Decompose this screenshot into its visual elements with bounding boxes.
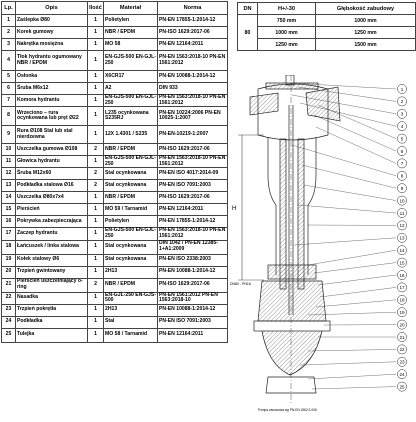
dn-value: 80 [238,15,258,51]
cell-material: EN-GJS-500 EN-GJL-250 [105,94,156,106]
table-row [2,316,228,328]
cell-opis: Trzpień gwintowany [16,266,88,278]
balloon-number: 14 [399,248,405,253]
cell-norma: PN-EN ISO 7091:2003 [158,180,228,192]
header-dn: DN [238,3,258,15]
cell-opis: Śruba M6x12 [16,83,88,95]
cell-lp: 11 [2,156,16,168]
cell-norma: PN-EN ISO 4017:2014-09 [158,168,228,180]
table-row [2,328,228,342]
balloon-number: 11 [399,210,405,216]
leader-line [300,362,396,365]
cell-ilosc: 1 [88,328,104,342]
cell-norma: PN-ISO 1629:2017-06 [158,144,228,156]
h-value: 750 mm [258,15,316,27]
cell-opis: Zaślepka Ø80 [16,15,88,27]
cell-norma: PN-EN 1563:2018-10 PN-EN 1561:2012 [158,95,228,107]
cell-norma: PN-ISO 1629:2017-06 [158,27,228,39]
cell-lp: 18 [2,240,16,254]
cell-opis: Pierścień uszczelniający o-ring [16,278,88,292]
cell-lp: 5 [2,71,16,83]
cell-ilosc: 1 [88,192,104,204]
drawing-note: Pompa zasuwowa wg PN-EN 1562:2-006 [258,408,317,412]
cell-norma: PN-EN 1563:2018-10 PN-EN 1561:2012 [158,228,228,240]
cell-material: 2H13 [104,266,158,278]
cell-ilosc: 2 [88,278,104,292]
cell-ilosc: 1 [88,240,104,254]
cell-opis: Pokrywka zabezpieczająca [16,216,88,228]
parts-table-header-row [2,2,228,15]
header-lp: Lp. [2,2,16,15]
cell-norma: PN-EN 10088-1:2014-12 [158,266,228,278]
balloon-number: 16 [399,272,405,278]
cell-lp: 21 [2,278,16,292]
cell-opis: Rura Ø108 Stal lub stal nierdzewna [16,126,88,144]
valve-chamber [258,281,326,321]
cell-opis: Komora hydrantu [16,95,88,107]
cell-lp: 6 [2,83,16,95]
table-row [2,107,228,126]
depth-value: 1250 mm [316,27,416,39]
table-row [2,83,228,95]
leader-line [314,115,396,151]
cell-lp: 9 [2,126,16,144]
cell-material: MO 59 / Tarnamid [104,204,158,216]
cell-material: Stal ocynkowana [104,254,158,266]
balloon-number: 8 [400,173,404,179]
cell-lp: 15 [2,204,16,216]
cell-lp: 2 [2,27,16,39]
cell-norma: PN-EN-10219-1:2007 [158,126,228,144]
cell-norma: PN-EN 17855-1:2014-12 [158,216,228,228]
cell-opis: Podkładka [16,316,88,328]
leader-line [316,300,396,307]
table-row [2,27,228,39]
cell-opis: Nasadka [16,292,88,304]
cell-lp: 1 [2,15,16,27]
h-value: 1000 mm [258,27,316,39]
cell-material: Stal ocynkowana [104,168,158,180]
balloon-number: 4 [400,124,404,129]
cell-ilosc: 2 [88,168,104,180]
cell-norma: PN-EN 1563:2018-10 PN-EN 1561:2012 [158,51,228,71]
leader-line [304,185,396,201]
leader-line [308,374,396,379]
dimensions-row [238,15,416,27]
balloon-number: 21 [399,334,405,340]
header-material: Materiał [104,2,158,15]
cell-material: X6CR17 [104,71,158,83]
cell-norma: PN-EN 17855-1:2014-12 [158,15,228,27]
cell-opis: Osłonka [16,71,88,83]
cell-lp: 14 [2,192,16,204]
cell-material: Polietylen [104,216,158,228]
cell-material: NBR / EPDM [104,144,158,156]
balloon-number: 23 [399,359,405,365]
header-ilosc: Ilość [88,2,104,15]
cell-ilosc: 1 [88,156,104,168]
leader-line [316,127,396,163]
cell-ilosc: 1 [88,83,104,95]
table-row [2,228,228,240]
cell-norma: PN-EN 12164:2011 [158,328,228,342]
table-row [2,168,228,180]
leader-line [294,238,396,245]
table-row [2,254,228,266]
table-row [2,278,228,292]
cell-opis: Tulejka [16,328,88,342]
table-row [2,304,228,316]
leader-line [308,250,396,265]
cell-lp: 24 [2,316,16,328]
cell-norma: PN-EN 10224:2006 PN-EN 10025-1:2007 [158,107,228,126]
piston [262,331,322,375]
cell-norma: PN-EN 12164:2011 [158,204,228,216]
cell-opis: Pierścień [16,204,88,216]
header-h: H+/-30 [258,3,316,15]
leader-line [298,205,396,213]
cell-material: MO 58 [104,39,158,51]
balloon-number: 3 [400,111,404,117]
table-row [2,71,228,83]
balloon-number: 20 [399,322,405,328]
cell-lp: 16 [2,216,16,228]
cell-norma: PN-EN ISO 2338:2003 [158,254,228,266]
cell-ilosc: 1 [88,39,104,51]
cell-lp: 10 [2,144,16,156]
cell-lp: 4 [2,51,16,71]
cell-ilosc: 1 [88,228,104,240]
h-dimension-label: H [232,206,237,212]
table-row [2,95,228,107]
table-row [2,15,228,27]
table-row [2,292,228,304]
cell-norma: PN-EN 1561:2012 PN-EN 1563:2018-10 [158,292,228,304]
balloon-number: 10 [399,198,405,204]
leader-line [320,287,396,297]
cell-ilosc: 1 [88,71,104,83]
cell-opis: Wrzeciono – rura ocynkowana lub pręt Ø22 [16,107,88,126]
cell-material: 2H13 [104,304,158,316]
table-row [2,266,228,278]
dimensions-row [238,27,416,39]
cell-material: EN-GJS-500 EN-GJL-250 [104,51,158,71]
balloon-number: 1 [400,86,404,92]
cell-lp: 17 [2,228,16,240]
cell-ilosc: 1 [88,292,104,304]
leader-line [318,275,396,285]
cell-norma: PN-ISO 1629:2017-06 [158,192,228,204]
table-row [2,216,228,228]
dimensions-table [237,2,416,51]
cell-lp: 3 [2,39,16,51]
cell-lp: 8 [2,107,16,126]
hydrant-cross-section-drawing [228,75,416,422]
header-norma: Norma [158,2,228,15]
cell-norma: PN-ISO 1629:2017-06 [158,278,228,292]
table-row [2,144,228,156]
cell-lp: 23 [2,304,16,316]
table-row [2,51,228,71]
depth-value: 1000 mm [316,15,416,27]
cell-ilosc: 1 [88,216,104,228]
cell-ilosc: 1 [88,51,104,71]
cell-lp: 7 [2,95,16,107]
balloon-number: 25 [399,384,405,390]
cell-norma: PN-EN 1563:2018-10 PN-EN 1561:2012 [158,156,228,168]
cell-norma: PN-EN 12164:2011 [158,39,228,51]
cell-opis: Trzpień pokrętła [16,304,88,316]
balloon-number: 12 [399,223,405,229]
balloon-number: 9 [400,186,404,191]
cell-opis: Głowica hydrantu [16,156,88,168]
cell-lp: 20 [2,266,16,278]
cell-material: 12X 1.4301 / S235 [104,126,158,144]
depth-value: 1500 mm [316,39,416,51]
cell-material: Polietylen [104,15,158,27]
cell-material: A2 [104,83,158,95]
cell-ilosc: 1 [88,15,104,27]
leader-line [308,349,396,351]
cell-ilosc: 1 [88,254,104,266]
flange-ring [268,265,316,279]
cell-norma: PN-EN 10088-1:2014-12 [158,71,228,83]
outlet-left [250,93,278,115]
cell-material: NBR / EPDM [104,27,158,39]
cell-opis: Nakrętka mosiężna [16,39,88,51]
table-row [2,192,228,204]
chamber-flange [254,321,330,331]
cell-material: MO 58 / Tarnamid [104,328,158,342]
cell-opis: Śruba M12x60 [16,168,88,180]
cell-ilosc: 1 [88,316,104,328]
cell-lp: 12 [2,168,16,180]
table-row [2,204,228,216]
cell-norma: DIN 1042 / PN-EN 12385-1+A1:2009 [158,240,228,254]
cell-material: Stal ocynkowana [104,180,158,192]
cell-material: NBR / EPDM [104,278,158,292]
balloon-number: 24 [399,372,405,377]
cell-ilosc: 1 [88,27,104,39]
balloon-number: 5 [400,136,404,142]
header-opis: Opis [16,2,88,15]
cell-ilosc: 1 [88,126,104,144]
cell-ilosc: 1 [88,266,104,278]
h-value: 1250 mm [258,39,316,51]
table-row [2,240,228,254]
header-depth: Głębokość zabudowy [316,3,416,15]
cell-material: EN-GJL-250 EN-GJS-500 [105,291,156,304]
balloon-number: 22 [399,347,405,353]
cell-material: L235 ocynkowana S235RJ [104,107,158,126]
parts-table [1,1,228,343]
balloon-number: 19 [399,310,405,315]
cell-lp: 13 [2,180,16,192]
balloon-number: 15 [399,260,405,266]
cell-norma: PN-EN ISO 7091:2003 [158,316,228,328]
cell-opis: Łańcuszek / linka stalowa [16,240,88,254]
cell-lp: 22 [2,292,16,304]
dn-pn-label: DN80 - PN16 [230,282,251,286]
cell-ilosc: 1 [88,304,104,316]
hydrant-outline [238,75,340,405]
cell-material: EN-GJS-500 EN-GJL-250 [105,155,156,167]
cell-lp: 19 [2,254,16,266]
leader-line [312,387,396,389]
parts-table-body [2,15,228,343]
cell-ilosc: 2 [88,180,104,192]
leader-line [292,145,396,176]
dimensions-header-row [238,3,416,15]
cell-norma: DIN 933 [158,83,228,95]
balloon-number: 7 [400,161,404,167]
table-row [2,156,228,168]
table-row [2,126,228,144]
balloon-number: 6 [400,148,404,154]
cell-material: NBR / EPDM [104,192,158,204]
balloon-number: 2 [400,99,404,105]
balloon-number: 18 [399,297,405,303]
cell-opis: Zaczep hydrantu [16,228,88,240]
outlet-right [306,87,340,121]
cell-opis: Podkładka stalowa Ø16 [16,180,88,192]
cell-material: EN-GJS-500 EN-GJL-250 [105,227,156,239]
leader-line [314,263,396,273]
cell-lp: 25 [2,328,16,342]
column-left [268,137,276,275]
cell-opis: Kołek stalowy Ø6 [16,254,88,266]
balloon-number: 17 [399,285,405,291]
table-row [2,39,228,51]
dimensions-row [238,39,416,51]
cell-material: Stal [104,316,158,328]
cell-ilosc: 1 [88,107,104,126]
cell-ilosc: 1 [88,95,104,107]
cell-ilosc: 2 [88,144,104,156]
cell-opis: Korek gumowy [16,27,88,39]
table-row [2,180,228,192]
balloon-number: 13 [399,235,405,241]
cell-opis: Uszczelka Ø80x7x4 [16,192,88,204]
cell-material: Stal ocynkowana [104,240,158,254]
cell-norma: PN-EN 10088-1:2014-12 [158,304,228,316]
cell-opis: Uszczelka gumowa Ø108 [16,144,88,156]
cell-ilosc: 1 [88,204,104,216]
cell-opis: Tłok hydrantu ogumowany NBR / EPDM [16,51,88,71]
